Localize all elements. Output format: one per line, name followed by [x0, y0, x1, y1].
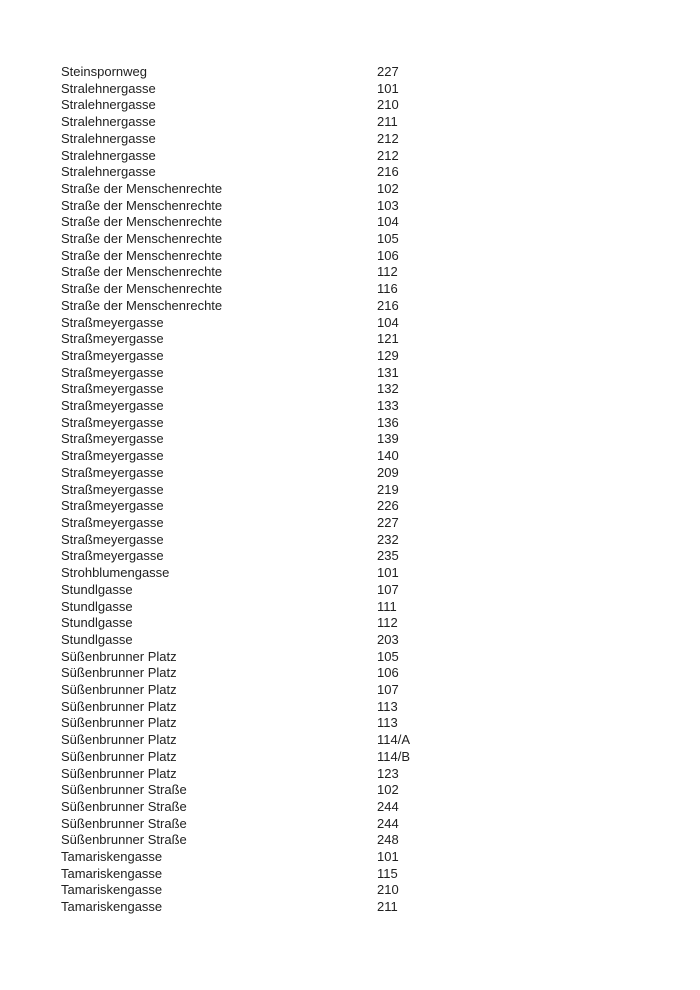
- street-number: 227: [377, 64, 399, 79]
- street-name: Stralehnergasse: [61, 80, 156, 96]
- street-name: Strohblumengasse: [61, 565, 170, 581]
- street-number: 212: [377, 130, 399, 146]
- street-number: 131: [377, 364, 399, 380]
- street-name: Straßmeyergasse: [61, 498, 164, 514]
- street-name: Steinspornweg: [61, 64, 147, 79]
- street-number: 106: [377, 665, 399, 681]
- street-name: Süßenbrunner Platz: [61, 765, 177, 781]
- street-number: 106: [377, 247, 399, 263]
- table-row: [61, 632, 700, 649]
- table-row: [61, 298, 700, 315]
- street-name: Süßenbrunner Platz: [61, 648, 177, 664]
- street-name: Stundlgasse: [61, 631, 133, 647]
- street-number: 112: [377, 615, 398, 631]
- table-row: [61, 749, 700, 766]
- street-name: Tamariskengasse: [61, 882, 163, 898]
- street-number: 101: [377, 80, 399, 96]
- table-row: [61, 64, 700, 81]
- street-number: 140: [377, 448, 399, 464]
- table-row: [61, 515, 700, 532]
- street-number-list: [61, 64, 700, 916]
- street-name: Stralehnergasse: [61, 164, 156, 180]
- street-name: Süßenbrunner Straße: [61, 798, 187, 814]
- street-number: 210: [377, 882, 399, 898]
- street-name: Stundlgasse: [61, 581, 133, 597]
- table-row: [61, 899, 700, 916]
- street-name: Süßenbrunner Straße: [61, 832, 187, 848]
- table-row: [61, 97, 700, 114]
- table-row: [61, 181, 700, 198]
- street-name: Straße der Menschenrechte: [61, 231, 223, 247]
- street-name: Straßmeyergasse: [61, 481, 164, 497]
- street-name: Süßenbrunner Straße: [61, 815, 187, 831]
- table-row: [61, 799, 700, 816]
- street-name: Straße der Menschenrechte: [61, 297, 223, 313]
- street-name: Süßenbrunner Platz: [61, 715, 177, 731]
- street-number: 101: [377, 849, 399, 865]
- street-number: 123: [377, 765, 399, 781]
- street-number: 115: [377, 865, 398, 881]
- street-number: 111: [377, 598, 397, 614]
- street-number: 107: [377, 682, 399, 698]
- street-number: 244: [377, 815, 399, 831]
- table-row: [61, 699, 700, 716]
- street-number: 211: [377, 899, 398, 915]
- street-name: Straßmeyergasse: [61, 448, 164, 464]
- street-name: Süßenbrunner Platz: [61, 732, 177, 748]
- street-name: Straßmeyergasse: [61, 414, 164, 430]
- table-row: [61, 832, 700, 849]
- street-number: 105: [377, 231, 399, 247]
- street-number: 212: [377, 147, 399, 163]
- street-number: 113: [377, 698, 398, 714]
- street-number: 219: [377, 481, 399, 497]
- street-number: 116: [377, 281, 398, 297]
- street-number: 211: [377, 114, 398, 130]
- street-name: Straße der Menschenrechte: [61, 180, 223, 196]
- street-name: Straße der Menschenrechte: [61, 264, 223, 280]
- street-number: 132: [377, 381, 399, 397]
- table-row: [61, 548, 700, 565]
- street-number: 103: [377, 197, 399, 213]
- street-number: 227: [377, 514, 399, 530]
- street-number: 235: [377, 548, 399, 564]
- table-row: [61, 214, 700, 231]
- table-row: [61, 615, 700, 632]
- street-number: 210: [377, 97, 399, 113]
- street-name: Straßmeyergasse: [61, 531, 164, 547]
- table-row: [61, 465, 700, 482]
- table-row: [61, 198, 700, 215]
- street-name: Straßmeyergasse: [61, 514, 164, 530]
- table-row: [61, 131, 700, 148]
- table-row: [61, 281, 700, 298]
- table-row: [61, 649, 700, 666]
- street-name: Straßmeyergasse: [61, 398, 164, 414]
- street-number: 203: [377, 631, 399, 647]
- street-number: 114/B: [377, 748, 411, 764]
- street-name: Straße der Menschenrechte: [61, 281, 223, 297]
- street-name: Stralehnergasse: [61, 114, 156, 130]
- table-row: [61, 365, 700, 382]
- street-number: 226: [377, 498, 399, 514]
- street-name: Süßenbrunner Platz: [61, 682, 177, 698]
- table-row: [61, 431, 700, 448]
- street-name: Straßmeyergasse: [61, 431, 164, 447]
- table-row: [61, 348, 700, 365]
- street-number: 101: [377, 565, 399, 581]
- street-number: 248: [377, 832, 399, 848]
- street-number: 216: [377, 164, 399, 180]
- street-name: Stundlgasse: [61, 615, 133, 631]
- street-name: Tamariskengasse: [61, 849, 163, 865]
- street-name: Süßenbrunner Platz: [61, 698, 177, 714]
- table-row: [61, 81, 700, 98]
- table-row: [61, 381, 700, 398]
- street-name: Straße der Menschenrechte: [61, 214, 223, 230]
- street-number: 139: [377, 431, 399, 447]
- street-number: 102: [377, 782, 399, 798]
- street-name: Straßmeyergasse: [61, 331, 164, 347]
- street-number: 114/A: [377, 732, 411, 748]
- street-number: 129: [377, 347, 399, 363]
- street-number: 216: [377, 297, 399, 313]
- table-row: [61, 264, 700, 281]
- table-row: [61, 498, 700, 515]
- street-name: Tamariskengasse: [61, 865, 163, 881]
- street-name: Straße der Menschenrechte: [61, 247, 223, 263]
- table-row: [61, 532, 700, 549]
- table-row: [61, 315, 700, 332]
- table-row: [61, 849, 700, 866]
- table-row: [61, 766, 700, 783]
- table-row: [61, 248, 700, 265]
- table-row: [61, 331, 700, 348]
- street-name: Stralehnergasse: [61, 130, 156, 146]
- street-name: Straßmeyergasse: [61, 364, 164, 380]
- table-row: [61, 482, 700, 499]
- street-name: Süßenbrunner Platz: [61, 748, 177, 764]
- street-name: Stralehnergasse: [61, 97, 156, 113]
- street-name: Straßmeyergasse: [61, 464, 164, 480]
- street-name: Stundlgasse: [61, 598, 133, 614]
- table-row: [61, 448, 700, 465]
- street-number: 136: [377, 414, 399, 430]
- street-name: Straße der Menschenrechte: [61, 197, 223, 213]
- street-name: Straßmeyergasse: [61, 347, 164, 363]
- street-number: 102: [377, 180, 399, 196]
- street-number: 232: [377, 531, 399, 547]
- table-row: [61, 565, 700, 582]
- street-name: Stralehnergasse: [61, 147, 156, 163]
- table-row: [61, 398, 700, 415]
- table-row: [61, 415, 700, 432]
- table-row: [61, 732, 700, 749]
- street-name: Straßmeyergasse: [61, 381, 164, 397]
- street-name: Straßmeyergasse: [61, 314, 164, 330]
- street-name: Süßenbrunner Platz: [61, 665, 177, 681]
- street-name: Tamariskengasse: [61, 899, 163, 915]
- table-row: [61, 148, 700, 165]
- table-row: [61, 682, 700, 699]
- table-row: [61, 231, 700, 248]
- street-number: 107: [377, 581, 399, 597]
- street-number: 244: [377, 798, 399, 814]
- street-number: 113: [377, 715, 398, 731]
- street-number: 121: [377, 331, 399, 347]
- table-row: [61, 665, 700, 682]
- street-name: Straßmeyergasse: [61, 548, 164, 564]
- street-number: 104: [377, 214, 399, 230]
- table-row: [61, 599, 700, 616]
- table-row: [61, 782, 700, 799]
- table-row: [61, 816, 700, 833]
- table-row: [61, 715, 700, 732]
- street-number: 105: [377, 648, 399, 664]
- table-row: [61, 114, 700, 131]
- street-number: 112: [377, 264, 398, 280]
- street-number: 104: [377, 314, 399, 330]
- street-number: 133: [377, 398, 399, 414]
- table-row: [61, 866, 700, 883]
- street-name: Süßenbrunner Straße: [61, 782, 187, 798]
- table-row: [61, 582, 700, 599]
- table-row: [61, 164, 700, 181]
- street-number: 209: [377, 464, 399, 480]
- table-row: [61, 882, 700, 899]
